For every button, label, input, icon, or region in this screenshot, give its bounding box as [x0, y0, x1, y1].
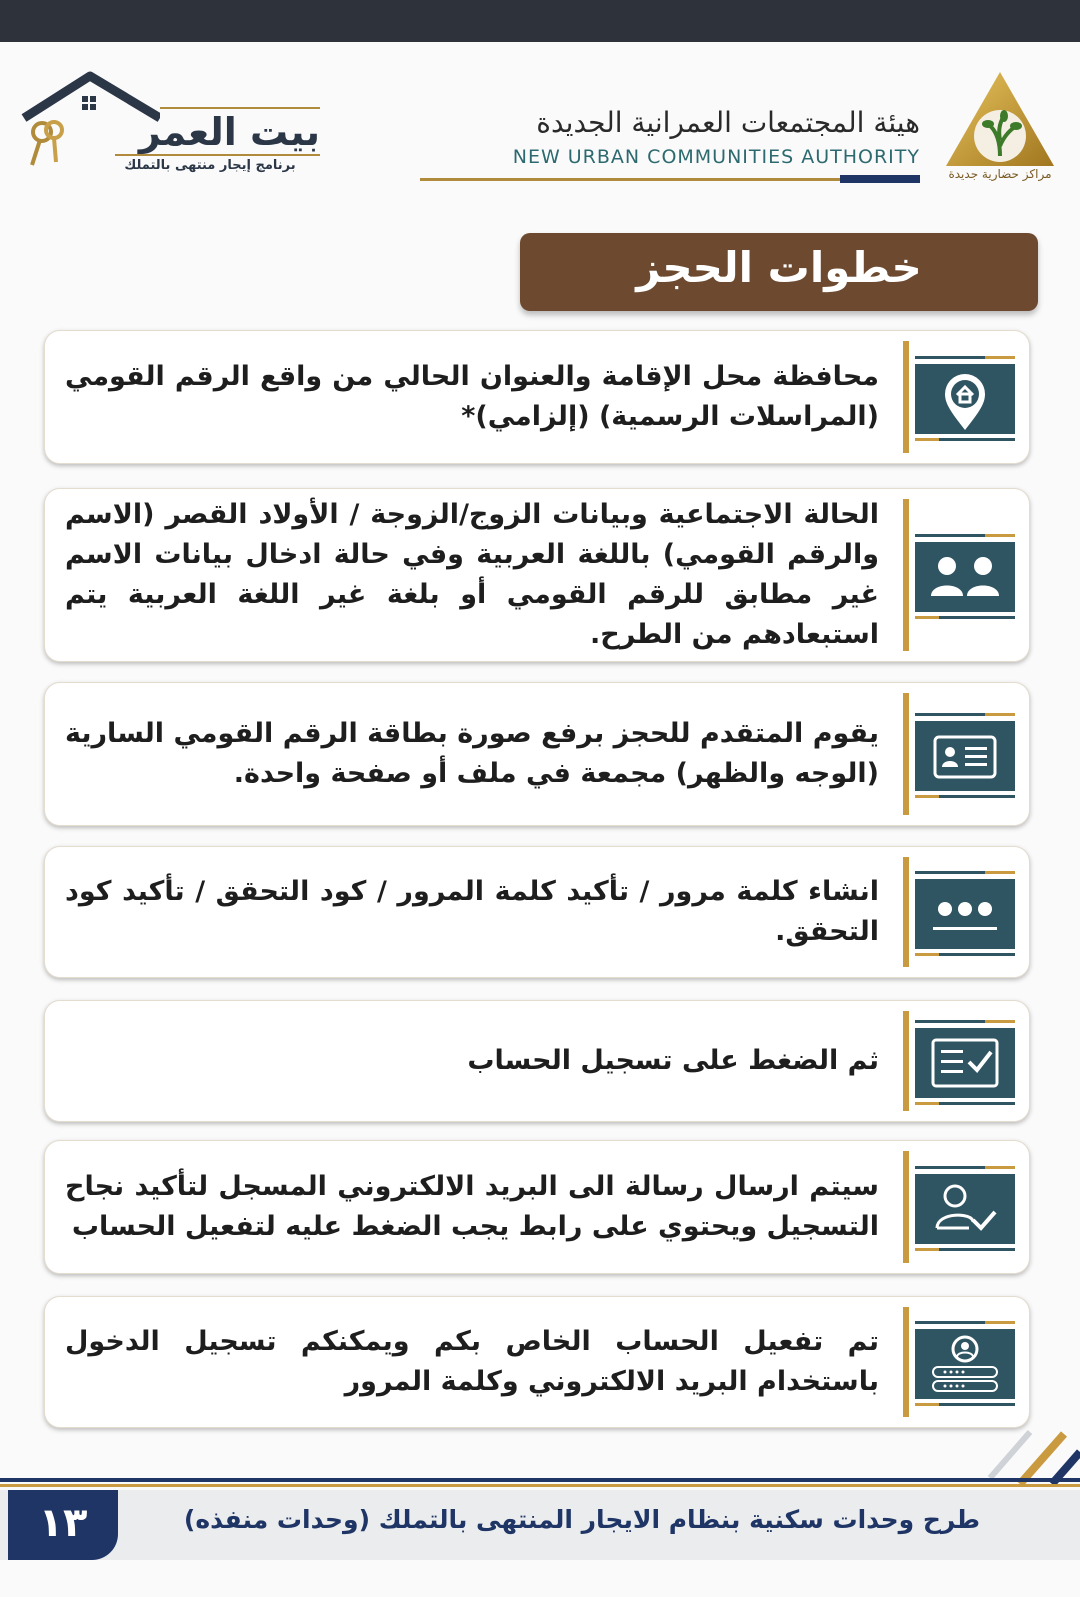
step-text-4: انشاء كلمة مرور / تأكيد كلمة المرور / كود التحقق / تأكيد كود التحقق.	[65, 876, 879, 947]
footer-rule-navy	[0, 1478, 1080, 1482]
family-icon	[915, 530, 1015, 620]
location-pin-house-icon	[915, 352, 1015, 442]
brand-title: بيت العمر	[138, 110, 320, 154]
footer-rule-gold	[0, 1484, 1080, 1487]
step-text-5: ثم الضغط على تسجيل الحساب	[467, 1045, 879, 1076]
brand-rule-top	[160, 107, 320, 109]
step-card-5	[44, 1000, 1030, 1122]
step-accent-bar	[903, 1011, 909, 1111]
org-rule-navy	[840, 175, 920, 183]
logo-caption: مراكز حضارية جديدة	[948, 167, 1052, 181]
step-text-2: الحالة الاجتماعية وبيانات الزوج/الزوجة / الأولاد القصر (الاسم والرقم القومي) باللغة العربية وفي حالة ادخال بيانات الاسم غير مطابق للرقم القومي أو بلغة غير اللغة العربية يتم استبعادهم من الطرح.	[65, 499, 879, 650]
brand-subtitle: برنامج إيجار منتهى بالتملك	[124, 158, 296, 173]
page-number: ١٣	[38, 1500, 88, 1546]
step-card-6	[44, 1140, 1030, 1274]
password-icon	[915, 867, 1015, 957]
step-card-7	[44, 1296, 1030, 1428]
checklist-icon	[915, 1016, 1015, 1106]
step-card-3	[44, 682, 1030, 826]
brand-rule-bottom	[115, 154, 320, 156]
step-text-3: يقوم المتقدم للحجز برفع صورة بطاقة الرقم القومي السارية (الوجه والظهر) مجمعة في ملف أو صفحة واحدة.	[65, 718, 879, 789]
section-title: خطوات الحجز	[636, 243, 922, 292]
step-card-2	[44, 488, 1030, 662]
step-accent-bar	[903, 693, 909, 815]
id-card-icon	[915, 709, 1015, 799]
step-text-7: تم تفعيل الحساب الخاص بكم ويمكنكم تسجيل الدخول باستخدام البريد الالكتروني وكلمة المرور	[65, 1326, 879, 1397]
step-accent-bar	[903, 1307, 909, 1417]
org-name-english: NEW URBAN COMMUNITIES AUTHORITY	[512, 146, 920, 168]
user-login-icon	[915, 1317, 1015, 1407]
step-accent-bar	[903, 857, 909, 967]
step-text-6: سيتم ارسال رسالة الى البريد الالكتروني المسجل لتأكيد نجاح التسجيل ويحتوي على رابط يجب الضغط عليه لتفعيل الحساب	[65, 1171, 879, 1242]
brand-logo	[20, 70, 320, 180]
section-banner	[520, 233, 1038, 311]
org-name-arabic: هيئة المجتمعات العمرانية الجديدة	[536, 106, 920, 139]
nuca-logo-icon	[944, 70, 1056, 182]
footer-caption: طرح وحدات سكنية بنظام الايجار المنتهى بالتملك (وحدات منفذه)	[183, 1505, 980, 1534]
step-accent-bar	[903, 341, 909, 453]
step-card-4	[44, 846, 1030, 978]
step-text-1: محافظة محل الإقامة والعنوان الحالي من واقع الرقم القومي (المراسلات الرسمية) (إلزامي)*	[65, 361, 879, 432]
step-card-1	[44, 330, 1030, 464]
page-number-box	[8, 1490, 118, 1560]
step-accent-bar	[903, 499, 909, 651]
authority-header	[500, 70, 1060, 195]
user-check-icon	[915, 1162, 1015, 1252]
top-status-bar	[0, 0, 1080, 42]
step-accent-bar	[903, 1151, 909, 1263]
